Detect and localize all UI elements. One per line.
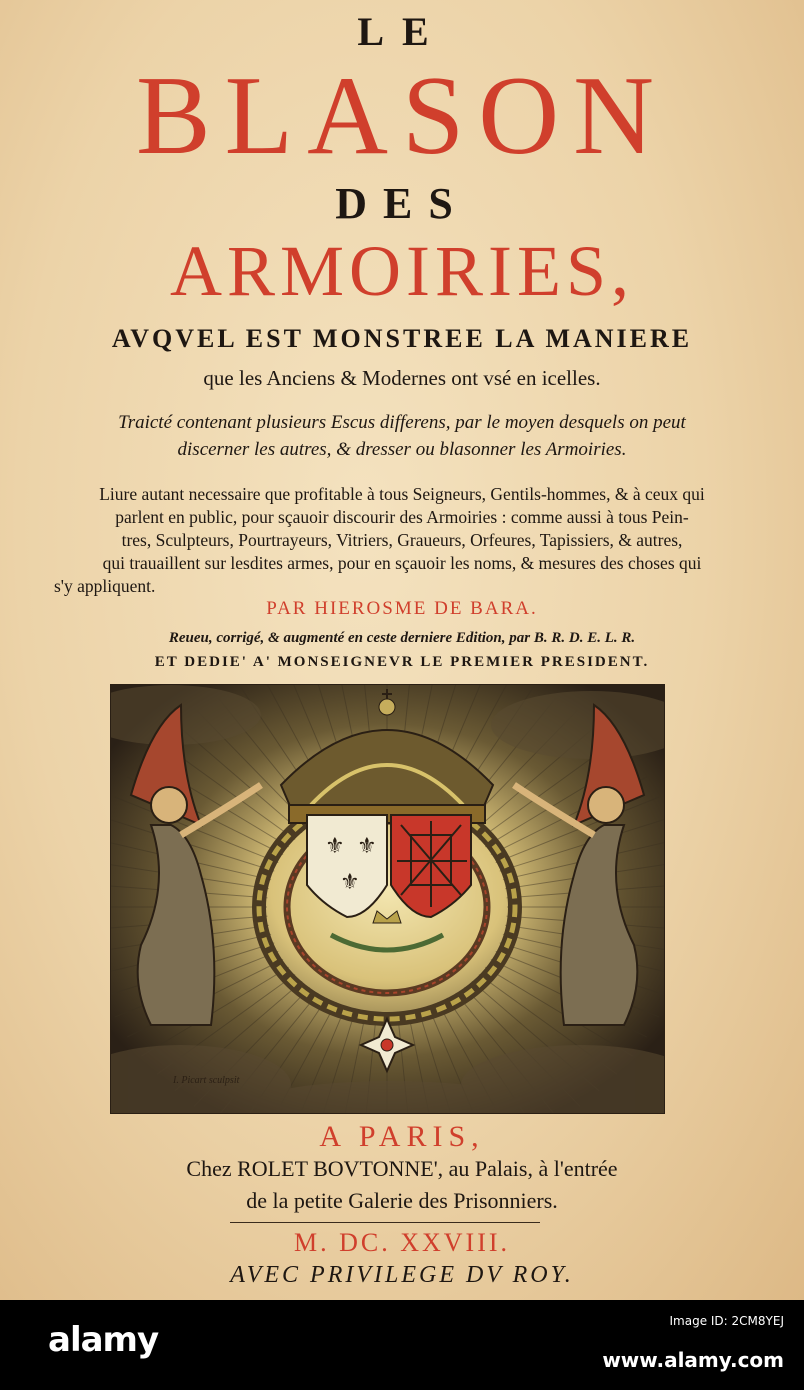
revision-line: Reueu, corrigé, & augmenté en ceste derniere Edition, par B. R. D. E. L. R. <box>168 630 636 646</box>
imprint-publisher: Chez ROLET BOVTONNE', au Palais, à l'entrée <box>186 1156 618 1181</box>
title-des: DES <box>335 179 469 228</box>
dedication-line: ET DEDIE' A' MONSEIGNEVR LE PREMIER PRESIDENT. <box>154 654 650 670</box>
royal-privilege: AVEC PRIVILEGE DV ROY. <box>230 1262 574 1288</box>
subtitle-line-1: AVQVEL EST MONSTREE LA MANIERE <box>111 324 693 353</box>
footer-url: www.alamy.com <box>602 1348 784 1372</box>
imprint-location: de la petite Galerie des Prisonniers. <box>246 1188 558 1213</box>
imprint-city: A PARIS, <box>319 1120 485 1153</box>
author-line: PAR HIEROSME DE BARA. <box>266 598 538 619</box>
image-id: Image ID: 2CM8YEJ <box>669 1314 784 1328</box>
subtitle-line-2: que les Anciens & Modernes ont vsé en icelles. <box>203 366 601 390</box>
svg-text:⚜: ⚜ <box>325 834 345 859</box>
title-blason: BLASON <box>135 54 669 178</box>
engraver-signature: I. Picart sculpsit <box>173 1075 240 1086</box>
imprint-year: M. DC. XXVIII. <box>293 1228 511 1257</box>
watermark-footer <box>0 1300 804 1390</box>
divider-rule <box>230 1222 540 1223</box>
title-le: LE <box>357 9 447 54</box>
body-line: s'y appliquent. <box>54 576 156 596</box>
italic-line-1: Traicté contenant plusieurs Escus differens, par le moyen desquels on peut <box>118 412 686 433</box>
alamy-logo: alamy <box>48 1320 159 1360</box>
title-armoiries: ARMOIRIES, <box>169 231 635 311</box>
body-line: qui trauaillent sur lesdites armes, pour en sçauoir les noms, & mesures des choses qui <box>102 553 702 573</box>
svg-text:⚜: ⚜ <box>357 834 377 859</box>
svg-text:⚜: ⚜ <box>340 870 360 895</box>
body-line: parlent en public, pour sçauoir discourir des Armoiries : comme aussi à tous Pein- <box>115 507 689 527</box>
body-line: Liure autant necessaire que profitable à tous Seigneurs, Gentils-hommes, & à ceux qui <box>99 484 705 504</box>
italic-line-2: discerner les autres, & dresser ou blasonner les Armoiries. <box>177 439 627 460</box>
royal-arms-engraving <box>110 684 665 1114</box>
body-line: tres, Sculpteurs, Pourtrayeurs, Vitriers, Graueurs, Orfeures, Tapissiers, & autres, <box>121 530 683 550</box>
